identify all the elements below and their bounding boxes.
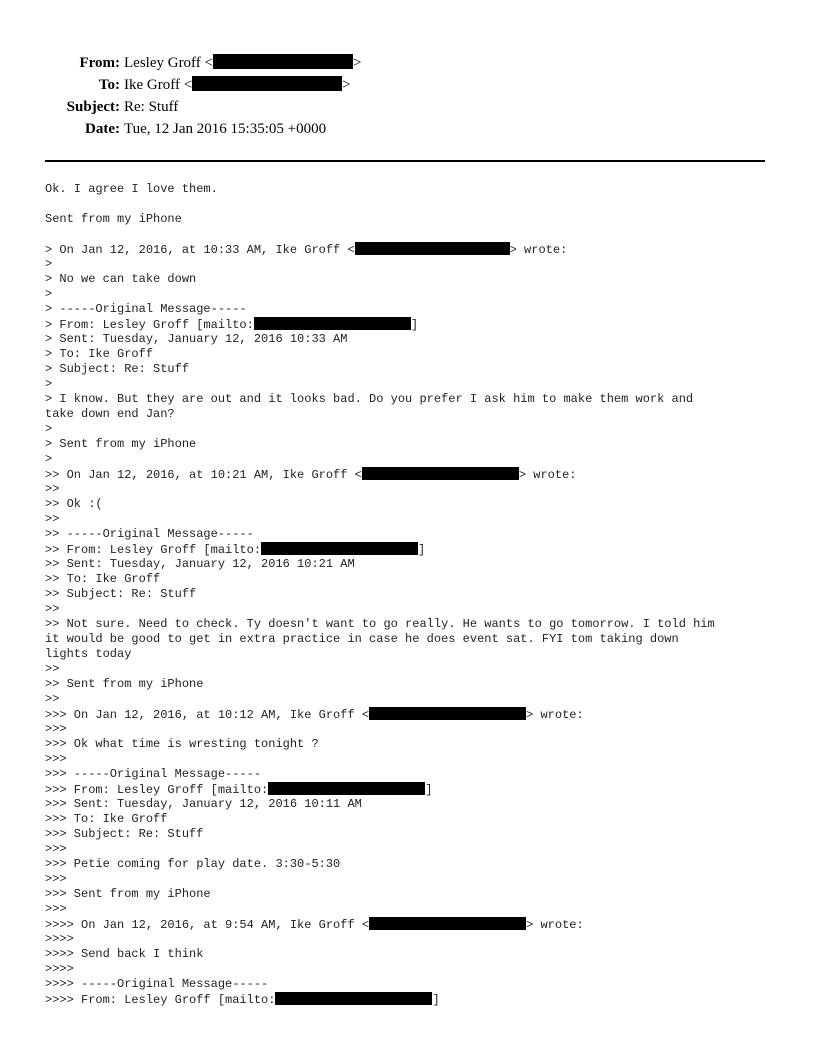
- body-line: [45, 242, 785, 257]
- to-label: To:: [98, 77, 120, 93]
- quote-intro-end: > wrote:: [509, 243, 568, 257]
- body-line: [45, 542, 785, 557]
- subject-label: Subject:: [66, 99, 120, 115]
- header-divider: [45, 160, 765, 162]
- body-line: >>> Ok what time is wresting tonight ?: [45, 737, 319, 751]
- date-value: Tue, 12 Jan 2016 15:35:05 +0000: [124, 121, 327, 137]
- body-line: take down end Jan?: [45, 407, 175, 421]
- body-line: > Sent: Tuesday, January 12, 2016 10:33 AM: [45, 332, 348, 346]
- body-line: >>> Sent: Tuesday, January 12, 2016 10:11 AM: [45, 797, 362, 811]
- redacted-email: [254, 317, 411, 330]
- quoted-from: >>>> From: Lesley Groff [mailto:: [45, 993, 276, 1007]
- body-line: Sent from my iPhone: [45, 212, 182, 226]
- body-line: >>> To: Ike Groff: [45, 812, 168, 826]
- body-line: > I know. But they are out and it looks bad. Do you prefer I ask him to make them work and: [45, 392, 694, 406]
- quote-intro-end: > wrote:: [526, 918, 584, 932]
- subject-row: [0, 96, 816, 118]
- body-line: >: [45, 377, 53, 391]
- body-line: [45, 317, 785, 332]
- body-line: >>>: [45, 752, 67, 766]
- redacted-email: [369, 707, 526, 720]
- body-line: it would be good to get in extra practice in case he does event sat. FYI tom taking down: [45, 632, 679, 646]
- body-line: >>>: [45, 872, 67, 886]
- body-line: >: [45, 422, 53, 436]
- body-line: >> To: Ike Groff: [45, 572, 161, 586]
- quote-intro: > On Jan 12, 2016, at 10:33 AM, Ike Groff <: [45, 243, 355, 257]
- quoted-from-end: ]: [418, 543, 426, 557]
- quoted-from-end: ]: [432, 993, 440, 1007]
- quoted-from-end: ]: [425, 783, 433, 797]
- redacted-email: [268, 782, 425, 795]
- subject-value: Re: Stuff: [124, 99, 179, 115]
- body-line: [45, 707, 785, 722]
- body-line: >>>> -----Original Message-----: [45, 977, 269, 991]
- quote-intro: >>> On Jan 12, 2016, at 10:12 AM, Ike Groff <: [45, 708, 370, 722]
- body-line: >>>: [45, 722, 67, 736]
- from-name: Lesley Groff <: [124, 55, 213, 71]
- body-line: [45, 467, 785, 482]
- body-line: lights today: [45, 647, 132, 661]
- body-line: [45, 227, 785, 242]
- body-line: >> -----Original Message-----: [45, 527, 254, 541]
- body-line: >: [45, 287, 53, 301]
- body-line: [45, 917, 785, 932]
- body-line: > Sent from my iPhone: [45, 437, 197, 451]
- body-line: >>: [45, 482, 60, 496]
- body-line: >> Subject: Re: Stuff: [45, 587, 197, 601]
- from-row: [0, 52, 816, 74]
- redacted-email: [275, 992, 432, 1005]
- body-line: >>>: [45, 902, 67, 916]
- body-line: >> Sent from my iPhone: [45, 677, 204, 691]
- email-header: [0, 52, 816, 140]
- body-line: > Subject: Re: Stuff: [45, 362, 190, 376]
- body-line: >: [45, 452, 53, 466]
- quote-intro-end: > wrote:: [518, 468, 577, 482]
- body-line: >>: [45, 662, 60, 676]
- email-body: [45, 182, 785, 1007]
- redacted-email: [362, 467, 519, 480]
- body-line: >> Sent: Tuesday, January 12, 2016 10:21 AM: [45, 557, 355, 571]
- body-line: >> Not sure. Need to check. Ty doesn't want to go really. He wants to go tomorrow. I told him: [45, 617, 715, 631]
- to-row: [0, 74, 816, 96]
- quote-intro: >> On Jan 12, 2016, at 10:21 AM, Ike Groff <: [45, 468, 362, 482]
- date-label: Date:: [85, 121, 120, 137]
- body-line: >>>>: [45, 962, 74, 976]
- redacted-email: [355, 242, 510, 255]
- to-name: Ike Groff <: [124, 77, 193, 93]
- from-end: >: [353, 55, 362, 71]
- body-line: [45, 782, 785, 797]
- body-line: >>> Petie coming for play date. 3:30-5:30: [45, 857, 341, 871]
- body-line: [45, 992, 785, 1007]
- quoted-from-end: ]: [410, 318, 419, 332]
- body-line: > No we can take down: [45, 272, 197, 286]
- body-line: >>> Sent from my iPhone: [45, 887, 211, 901]
- body-line: >>: [45, 602, 60, 616]
- body-line: >>>> Send back I think: [45, 947, 204, 961]
- body-line: >>>>: [45, 932, 74, 946]
- body-line: >: [45, 257, 53, 271]
- quote-intro-end: > wrote:: [526, 708, 584, 722]
- date-row: [0, 118, 816, 140]
- from-label: From:: [79, 55, 120, 71]
- quoted-from: >>> From: Lesley Groff [mailto:: [45, 783, 269, 797]
- quoted-from: > From: Lesley Groff [mailto:: [45, 318, 254, 332]
- redacted-email: [213, 54, 353, 69]
- quoted-from: >> From: Lesley Groff [mailto:: [45, 543, 262, 557]
- body-line: >>>: [45, 842, 67, 856]
- body-line: > To: Ike Groff: [45, 347, 154, 361]
- body-line: > -----Original Message-----: [45, 302, 247, 316]
- body-line: >> Ok :(: [45, 497, 103, 511]
- redacted-email: [192, 76, 342, 91]
- body-line: >>> -----Original Message-----: [45, 767, 262, 781]
- redacted-email: [261, 542, 418, 555]
- body-line: >>: [45, 512, 60, 526]
- to-end: >: [342, 77, 351, 93]
- body-line: >>> Subject: Re: Stuff: [45, 827, 204, 841]
- quote-intro: >>>> On Jan 12, 2016, at 9:54 AM, Ike Groff <: [45, 918, 370, 932]
- body-line: Ok. I agree I love them.: [45, 182, 218, 196]
- redacted-email: [369, 917, 526, 930]
- body-line: >>: [45, 692, 60, 706]
- body-line: [45, 197, 785, 212]
